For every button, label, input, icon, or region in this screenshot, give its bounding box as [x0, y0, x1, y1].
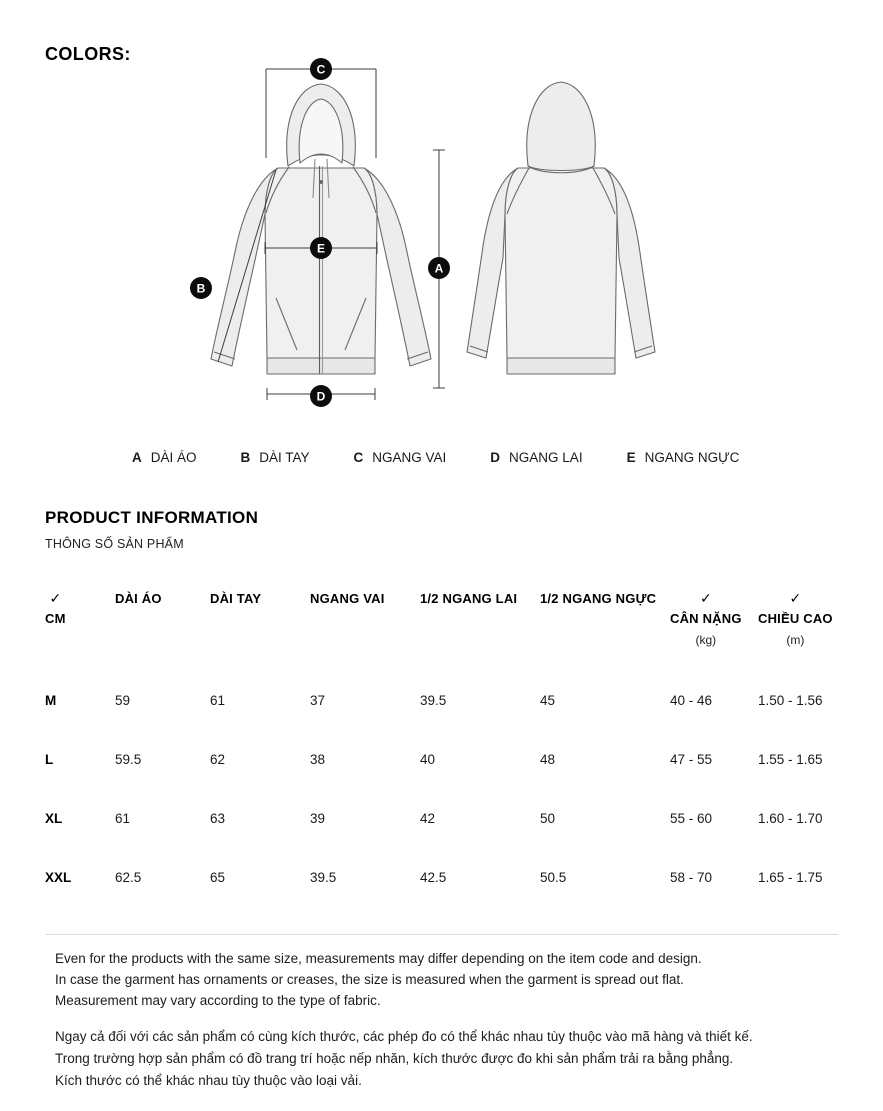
- front-body: [265, 168, 377, 358]
- legend-letter-e: E: [626, 450, 636, 465]
- col-unit-kg: (kg): [695, 633, 717, 647]
- size-chart-table: [45, 590, 840, 929]
- cell-value: 62.5: [115, 870, 142, 885]
- col-header-ngang-nguc: 1/2 NGANG NGỰC: [540, 591, 657, 606]
- marker-c-letter: C: [316, 62, 326, 77]
- cell-value: 1.55 - 1.65: [758, 752, 823, 767]
- legend-letter-a: A: [132, 450, 142, 465]
- note-line: Even for the products with the same size, measurements may differ depending on the item code and design.: [55, 951, 702, 966]
- col-header-unit: [45, 590, 115, 693]
- cell-value: 65: [210, 870, 226, 885]
- legend-letter-d: D: [490, 450, 501, 465]
- marker-e-letter: E: [316, 241, 326, 256]
- hoodie-front-view: [211, 84, 431, 374]
- cell-value: 39.5: [420, 693, 447, 708]
- cell-value: 61: [115, 811, 131, 826]
- measurement-notes: [55, 948, 845, 1092]
- col-header-ngang-lai: 1/2 NGANG LAI: [420, 591, 518, 606]
- notes-divider: [45, 934, 838, 935]
- cell-value: 37: [310, 693, 326, 708]
- product-info-section: [45, 508, 258, 551]
- legend-item-b: [241, 450, 310, 465]
- col-header-unit-label: CM: [45, 611, 66, 626]
- cell-value: 48: [540, 752, 556, 767]
- cell-value: 1.50 - 1.56: [758, 693, 823, 708]
- note-line: In case the garment has ornaments or creases, the size is measured when the garment is spread out flat.: [55, 972, 684, 987]
- cell-value: 47 - 55: [670, 752, 713, 767]
- marker-d: [310, 385, 332, 407]
- legend-item-c: [354, 450, 447, 465]
- marker-d-letter: D: [316, 389, 326, 404]
- marker-b-letter: B: [196, 281, 206, 296]
- size-label: L: [45, 752, 54, 767]
- legend-item-e: [627, 450, 740, 465]
- checkmark-icon: ✓: [49, 590, 62, 606]
- cell-value: 1.65 - 1.75: [758, 870, 823, 885]
- size-label: XXL: [45, 870, 72, 885]
- notes-vietnamese: [55, 1026, 845, 1092]
- col-unit-m: (m): [786, 633, 805, 647]
- cell-value: 59: [115, 693, 131, 708]
- front-hem-band: [267, 358, 375, 374]
- cell-value: 38: [310, 752, 326, 767]
- back-body: [505, 168, 617, 358]
- cell-value: 1.60 - 1.70: [758, 811, 823, 826]
- size-label: XL: [45, 811, 63, 826]
- legend-label-c: NGANG VAI: [372, 450, 447, 465]
- product-info-subtitle: THÔNG SỐ SẢN PHẨM: [45, 537, 184, 551]
- note-line: Ngay cả đối với các sản phẩm có cùng kích thước, các phép đo có thể khác nhau tùy thuộc vào mã hàng và thiết kế.: [55, 1029, 753, 1044]
- marker-b: [190, 277, 212, 299]
- marker-e: [310, 237, 332, 259]
- note-line: Measurement may vary according to the type of fabric.: [55, 993, 381, 1008]
- table-row-xl: [45, 811, 840, 870]
- legend-label-e: NGANG NGỰC: [644, 450, 740, 465]
- size-label: M: [45, 693, 57, 708]
- cell-value: 40: [420, 752, 436, 767]
- hoodie-back-view: [467, 82, 655, 374]
- marker-a-letter: A: [434, 261, 444, 276]
- legend-label-a: DÀI ÁO: [150, 450, 197, 465]
- cell-value: 40 - 46: [670, 693, 713, 708]
- legend-item-a: [132, 450, 197, 465]
- legend-label-b: DÀI TAY: [259, 450, 310, 465]
- marker-c: [310, 58, 332, 80]
- header-row: [45, 590, 840, 693]
- checkmark-icon: ✓: [699, 590, 712, 606]
- back-hem-band: [507, 358, 615, 374]
- col-header-ngang-vai: NGANG VAI: [310, 591, 385, 606]
- cell-value: 39: [310, 811, 326, 826]
- table-row-xxl: [45, 870, 840, 929]
- col-header-dai-tay: DÀI TAY: [210, 591, 262, 606]
- cell-value: 42: [420, 811, 436, 826]
- col-header-chieu-cao: ✓ CHIỀU CAO (m): [758, 590, 833, 647]
- back-hood: [527, 82, 595, 171]
- colors-heading: COLORS:: [45, 44, 131, 64]
- cell-value: 45: [540, 693, 556, 708]
- cell-value: 55 - 60: [670, 811, 713, 826]
- cell-value: 42.5: [420, 870, 447, 885]
- legend-label-d: NGANG LAI: [509, 450, 583, 465]
- notes-english: [55, 948, 845, 1011]
- hoodie-measurement-illustration: [126, 56, 762, 434]
- legend-item-d: [490, 450, 582, 465]
- marker-a: [428, 257, 450, 279]
- cell-value: 61: [210, 693, 226, 708]
- table-row-l: [45, 752, 840, 811]
- legend-letter-b: B: [240, 450, 251, 465]
- garment-diagram: [126, 56, 762, 465]
- cell-value: 63: [210, 811, 226, 826]
- col-header-dai-ao: DÀI ÁO: [115, 591, 162, 606]
- cell-value: 58 - 70: [670, 870, 713, 885]
- cell-value: 39.5: [310, 870, 337, 885]
- cell-value: 59.5: [115, 752, 142, 767]
- col-header-can-nang: ✓ CÂN NẶNG (kg): [670, 590, 742, 647]
- table-row-m: [45, 693, 840, 752]
- product-info-title: PRODUCT INFORMATION: [45, 508, 259, 527]
- measurement-legend: [126, 450, 762, 465]
- checkmark-icon: ✓: [789, 590, 802, 606]
- note-line: Trong trường hợp sản phẩm có đồ trang trí hoặc nếp nhăn, kích thước được đo khi sản phẩm trải ra bằng phẳng.: [55, 1051, 734, 1066]
- note-line: Kích thước có thể khác nhau tùy thuộc vào loại vải.: [55, 1073, 362, 1088]
- cell-value: 62: [210, 752, 226, 767]
- cell-value: 50: [540, 811, 556, 826]
- cell-value: 50.5: [540, 870, 567, 885]
- legend-letter-c: C: [353, 450, 364, 465]
